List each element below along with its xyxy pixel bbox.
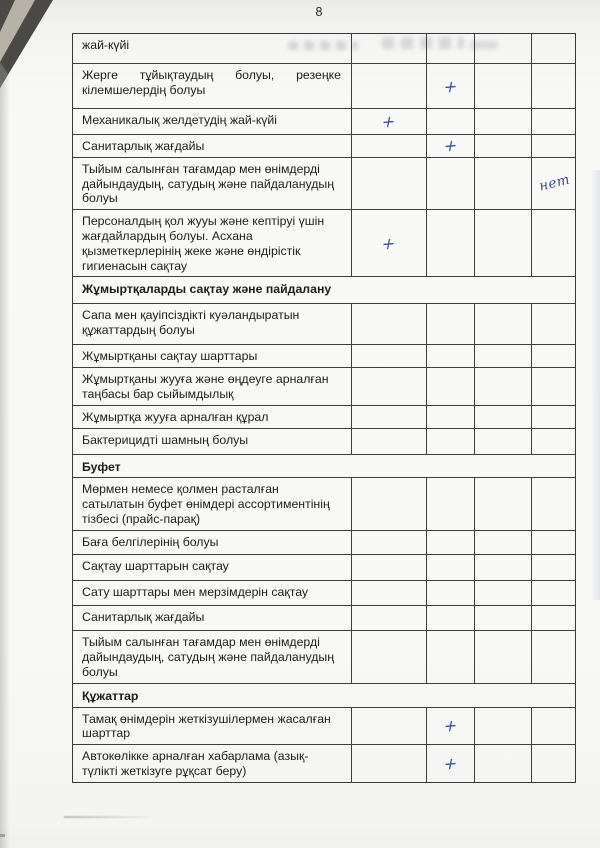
mark-cell — [426, 64, 474, 108]
mark-cell — [474, 64, 531, 108]
table-row — [73, 707, 575, 745]
table-row — [73, 477, 575, 530]
mark-cell — [474, 135, 531, 157]
row-label: Жұмыртқа жууға арналған құрал — [82, 409, 269, 424]
mark-cell — [426, 478, 474, 530]
mark-cell — [426, 555, 474, 580]
mark-cell — [351, 581, 426, 605]
mark-cell — [351, 210, 426, 276]
checkmark-ink: + — [441, 715, 460, 737]
table-row — [73, 744, 575, 782]
mark-cell — [531, 606, 577, 630]
mark-cell — [531, 478, 577, 530]
row-label: Жерге тұйықтаудың болуы, резеңке кілемшелердің болуы — [82, 68, 341, 97]
table-row — [73, 428, 575, 454]
mark-cell — [474, 210, 531, 276]
checkmark-ink: + — [441, 753, 460, 774]
mark-cell — [351, 34, 426, 63]
mark-cell — [426, 531, 474, 554]
folded-corner — [0, 0, 62, 96]
row-label: Баға белгілерінің болуы — [82, 535, 219, 550]
row-label: Жұмыртқаны сақтау шарттары — [82, 349, 258, 364]
table-row — [73, 367, 575, 405]
mark-cell — [474, 158, 531, 209]
section-header-row — [73, 276, 575, 303]
table-row — [73, 108, 575, 134]
mark-cell — [474, 708, 531, 745]
row-label: Сақтау шарттарын сақтау — [82, 559, 229, 574]
mark-cell — [351, 158, 426, 209]
mark-cell — [474, 606, 531, 630]
mark-cell — [426, 708, 474, 745]
mark-cell — [351, 606, 426, 630]
mark-cell — [474, 531, 531, 554]
mark-cell — [351, 631, 426, 682]
mark-cell — [426, 135, 474, 157]
mark-cell — [474, 581, 531, 605]
row-label: Тамақ өнімдерін жеткізушілермен жасалған шарттар — [82, 711, 331, 741]
mark-cell — [531, 581, 577, 605]
row-label: Буфет — [82, 459, 121, 474]
checkmark-ink: + — [380, 111, 398, 132]
row-label: Бактерицидті шамның болуы — [82, 432, 249, 447]
mark-cell — [531, 304, 577, 344]
mark-cell — [426, 158, 474, 209]
mark-cell — [474, 478, 531, 530]
checkmark-ink: + — [441, 135, 460, 157]
paper-crease — [64, 816, 189, 818]
mark-cell — [351, 429, 426, 454]
checkmark-ink: + — [380, 232, 398, 254]
mark-cell — [531, 708, 577, 745]
mark-cell — [531, 345, 577, 367]
row-label: Персоналдың қол жууы және кептіруі үшін жағдайлардың болуы. Асхана қызметкерлерінің жеке және өндірістік гигиенасын сақтау — [82, 214, 325, 273]
row-label: Тыйым салынған тағамдар мен өнімдерді дайындаудың, сатудың және пайдаланудың болуы — [82, 161, 335, 206]
checkmark-ink: + — [441, 75, 460, 97]
mark-cell — [474, 304, 531, 344]
table-row — [73, 134, 575, 157]
mark-cell — [426, 304, 474, 344]
mark-cell — [531, 210, 577, 276]
mark-cell — [426, 406, 474, 428]
handwritten-note: нет — [537, 171, 572, 196]
mark-cell — [426, 34, 474, 63]
row-label: Автокөлікке арналған хабарлама (азық-түлікті жеткізуге рұқсат беру) — [82, 749, 309, 778]
row-label: Сату шарттары мен мерзімдерін сақтау — [82, 585, 309, 600]
row-label: Санитарлық жағдайы — [82, 610, 205, 625]
row-label: Механикалық желдетудің жай-күйі — [82, 113, 277, 127]
inspection-table — [72, 33, 576, 783]
mark-cell — [426, 210, 474, 276]
table-row — [73, 303, 575, 344]
mark-cell — [531, 34, 577, 63]
mark-cell — [531, 745, 577, 782]
scan-right-shadow — [591, 170, 600, 600]
mark-cell — [531, 109, 577, 134]
mark-cell — [474, 406, 531, 428]
mark-cell — [531, 555, 577, 580]
table-row — [73, 580, 575, 605]
mark-cell — [531, 64, 577, 108]
row-label: жай-күйі — [82, 38, 130, 52]
mark-cell — [351, 135, 426, 157]
row-label: Тыйым салынған тағамдар мен өнімдерді дайындаудың, сатудың және пайдаланудың болуы — [82, 635, 335, 679]
mark-cell — [531, 406, 577, 428]
mark-cell — [351, 368, 426, 405]
row-label: Санитарлық жағдайы — [82, 139, 205, 153]
scan-left-shadow — [0, 0, 10, 848]
mark-cell — [474, 109, 531, 134]
table-row — [73, 605, 575, 630]
mark-cell — [531, 158, 577, 209]
mark-cell — [351, 745, 426, 782]
mark-cell — [531, 135, 577, 157]
mark-cell — [351, 406, 426, 428]
mark-cell — [351, 555, 426, 580]
mark-cell — [351, 109, 426, 134]
mark-cell — [426, 581, 474, 605]
mark-cell — [474, 745, 531, 782]
mark-cell — [474, 34, 531, 63]
mark-cell — [351, 478, 426, 530]
mark-cell — [351, 708, 426, 745]
table-row — [73, 344, 575, 367]
page-number: 8 — [315, 5, 323, 19]
mark-cell — [426, 368, 474, 405]
mark-cell — [426, 606, 474, 630]
mark-cell — [351, 304, 426, 344]
mark-cell — [426, 429, 474, 454]
row-label: Құжаттар — [82, 688, 139, 703]
table-row — [73, 157, 575, 209]
mark-cell — [474, 368, 531, 405]
mark-cell — [474, 555, 531, 580]
mark-cell — [426, 745, 474, 782]
table-row — [73, 63, 575, 108]
scan-artifact — [0, 834, 5, 837]
mark-cell — [426, 631, 474, 682]
mark-cell — [531, 631, 577, 682]
mark-cell — [351, 64, 426, 108]
mark-cell — [351, 531, 426, 554]
row-label: Сапа мен қауіпсіздікті куәландыратын құжаттардың болуы — [82, 308, 300, 338]
table-row — [73, 530, 575, 554]
mark-cell — [531, 368, 577, 405]
mark-cell — [351, 345, 426, 367]
mark-cell — [474, 429, 531, 454]
section-header-row — [73, 454, 575, 478]
mark-cell — [474, 631, 531, 682]
mark-cell — [426, 109, 474, 134]
section-header-row — [73, 683, 575, 707]
row-label: Жұмыртқаны жууға және өңдеуге арналған таңбасы бар сыйымдылық — [82, 372, 329, 401]
mark-cell — [531, 531, 577, 554]
table-row — [73, 630, 575, 682]
table-row — [73, 405, 575, 428]
mark-cell — [426, 345, 474, 367]
row-label: Мөрмен немесе қолмен расталған сатылатын буфет өнімдері ассортиментінің тізбесі (прайс-парақ) — [82, 482, 330, 526]
mark-cell — [474, 345, 531, 367]
table-row — [73, 554, 575, 580]
row-label: Жұмыртқаларды сақтау және пайдалану — [82, 282, 332, 297]
table-row — [73, 34, 575, 63]
mark-cell — [531, 429, 577, 454]
table-row — [73, 209, 575, 276]
